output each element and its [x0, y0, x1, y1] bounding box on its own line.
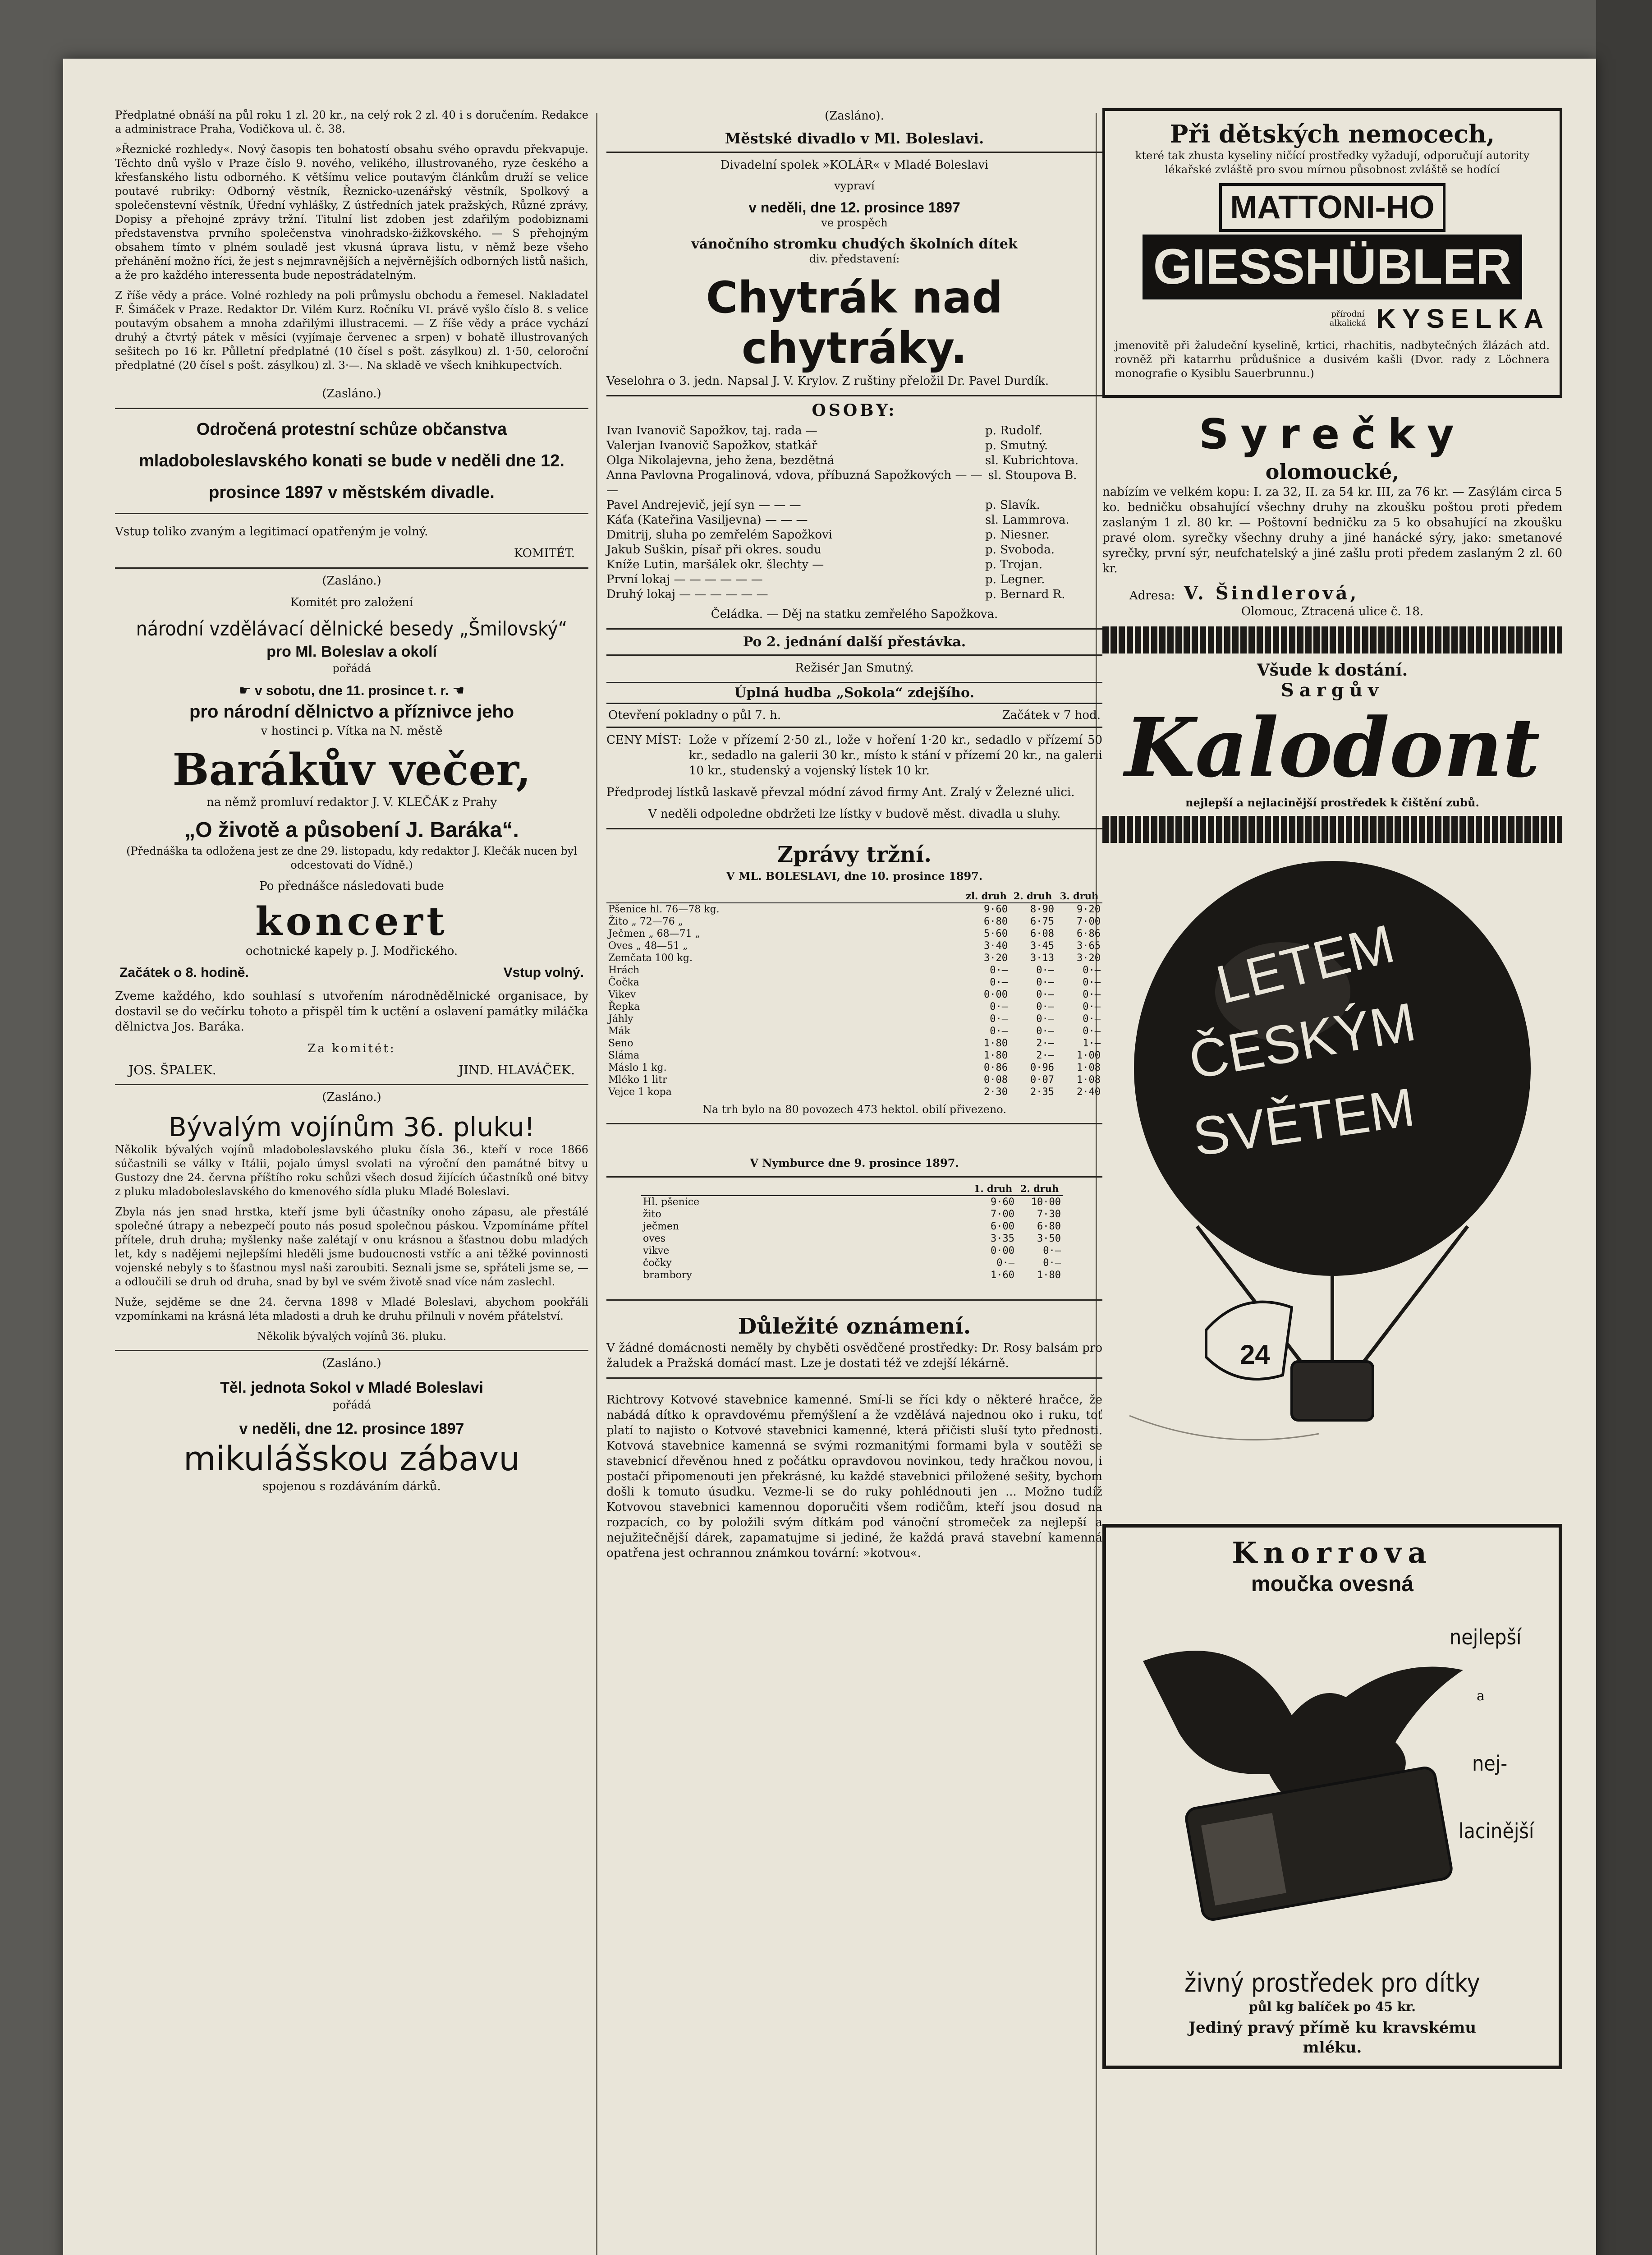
after-lecture: Po přednášce následovati bude [259, 879, 444, 893]
prices-label: CENY MÍST: [606, 733, 682, 747]
table-row [606, 976, 1102, 989]
price-cell: 0·— [1083, 1026, 1101, 1037]
entry-note: Vstup toliko zvaným a legitimací opatřeným je volný. [115, 525, 428, 538]
scan-edge-strip [1596, 0, 1652, 2255]
cast-actor: p. Svoboda. [985, 543, 1055, 557]
commodity-name: Vikev [608, 989, 636, 1000]
cast-row [606, 587, 1102, 602]
price-cell: 0·— [1043, 1257, 1061, 1269]
divider [606, 395, 1102, 396]
price-cell: 0·08 [984, 1074, 1008, 1086]
pro-narodni-delnictvo: pro národní dělnictvo a příznivce jeho [189, 702, 514, 722]
price-per-package: půl kg balíček po 45 kr. [1248, 1999, 1416, 2014]
table-row [606, 1074, 1102, 1086]
veterans-text-3: Nuže, sejděme se dne 24. června 1898 v Mladé Boleslavi, abychom pookřáli vzpomínkami na krásná léta mladosti a druh ke druhu přilnuli v novém přátelství. [115, 1296, 588, 1322]
pro-ml-boleslav: pro Ml. Boleslav a okolí [266, 643, 437, 660]
cast-role: Valerjan Ivanovič Sapožkov, statkář [606, 439, 817, 452]
cast-actor: p. Bernard R. [985, 588, 1065, 601]
table-row [606, 940, 1102, 952]
div-predstaveni: div. představení: [809, 253, 900, 265]
cast-role: Ivan Ivanovič Sapožkov, taj. rada — [606, 424, 817, 437]
price-cell: 6·08 [1030, 928, 1054, 939]
cast-row [606, 468, 1102, 498]
veterans-text-1: Několik bývalých vojínů mladoboleslavského pluku čísla 36., kteří v roce 1866 súčastnili se války v Itálii, pojalo úmysl svolati na výroční den památné bitvy u Gustozy dne 24. června příštího roku schůzi všech dosud žijících účastníků oné bitvy z pluku mladoboleslavského do kmenového sídla pluku Mladé Boleslavi. [115, 1143, 588, 1198]
box-office [608, 709, 1101, 722]
setting-note: Čeládka. — Děj na statku zemřelého Sapožkova. [711, 607, 998, 621]
price-cell: 0·— [1036, 1001, 1054, 1012]
table-header [641, 1182, 970, 1196]
cast-role: Anna Pavlovna Progalinová, vdova, příbuzná Sapožkových — — — [606, 469, 982, 497]
barakuv-vecer-title: Barákův večer, [172, 744, 531, 795]
divider [606, 1176, 1102, 1178]
mikulasska-zabava-title: mikulášskou zábavu [183, 1440, 520, 1478]
childrens-diseases-headline: Při dětských nemocech, [1170, 120, 1495, 148]
column-left [115, 108, 588, 1500]
price-cell: 0·— [996, 1257, 1014, 1269]
commodity-name: vikve [643, 1245, 670, 1256]
sky-line [1129, 1416, 1319, 1440]
divider [606, 828, 1102, 829]
table-row [641, 1208, 1063, 1220]
koncert-title: koncert [255, 899, 448, 944]
price-cell: 1·80 [1037, 1270, 1061, 1281]
commodity-name: Máslo 1 kg. [608, 1062, 667, 1073]
column-divider-1 [596, 113, 597, 2255]
zaslano-label: (Zasláno). [825, 109, 884, 123]
price-cell: 0·96 [1030, 1062, 1054, 1073]
price-cell: 2·30 [984, 1086, 1008, 1098]
table-row [606, 1062, 1102, 1074]
price-cell: 7·00 [1077, 916, 1101, 927]
cast-row [606, 543, 1102, 557]
decorative-border [1102, 626, 1562, 653]
syrecky-address [1129, 583, 1562, 604]
mattoni-logo [1115, 183, 1550, 334]
divider [606, 1377, 1102, 1379]
theatre-title: Městské divadlo v Ml. Boleslavi. [725, 130, 984, 147]
price-cell: 3·35 [991, 1233, 1014, 1244]
price-cell: 0·— [990, 965, 1008, 976]
mattoni-advert [1102, 108, 1562, 398]
price-cell: 6·75 [1030, 916, 1054, 927]
charity-purpose: vánočního stromku chudých školních dítek [691, 236, 1018, 252]
table-row [641, 1233, 1063, 1245]
nejlepsi-word: nejlepší [1450, 1625, 1522, 1649]
price-cell: 0·— [990, 1013, 1008, 1025]
syrecky-text: nabízím ve velkém kopu: I. za 32, II. za 54 kr. III, za 76 kr. — Zasýlám circa 5 ko. bedničku obsahující všechny druhy na zkoušku poštou proti předem zaslaným 1 zl. 80 kr. — Poštovní bedničku za 5 ko obsahující na zkoušku pravé olom. syrečky všechny druhy a jiné hanácké sýry, jako: smetanové syrečky, první sýr, neufchatelský a jiné zašlu proti předem zaslaným 2 zl. 60 kr. [1102, 485, 1562, 575]
cast-row [606, 557, 1102, 572]
balloon-number: 24 [1240, 1339, 1270, 1370]
nej-word: nej- [1472, 1751, 1508, 1776]
play-credits: Veselohra o 3. jedn. Napsal J. V. Krylov. Z ruštiny přeložil Dr. Pavel Durdík. [606, 374, 1049, 388]
cast-actor: p. Slavík. [985, 498, 1040, 512]
cast-role: Druhý lokaj — — — — — — [606, 588, 768, 601]
price-cell: 3·65 [1077, 940, 1101, 952]
poradá-label: pořádá [332, 662, 371, 675]
price-cell: 3·20 [1077, 953, 1101, 964]
price-cell: 0·— [1036, 1026, 1054, 1037]
market-date-nymburk: V Nymburce dne 9. prosince 1897. [750, 1156, 959, 1169]
price-cell: 0·00 [984, 989, 1008, 1000]
kyselka-row [1115, 303, 1550, 334]
signatory-hlavacek: JIND. HLAVÁČEK. [458, 1063, 575, 1077]
theatre-society: Divadelní spolek »KOLÁR« v Mladé Boleslavi [720, 158, 989, 172]
address-city: Olomouc, Ztracená ulice č. 18. [1241, 605, 1424, 618]
table-row [606, 1001, 1102, 1013]
cast-actor: p. Trojan. [985, 558, 1043, 571]
price-cell: 0·86 [984, 1062, 1008, 1073]
price-cell: 0·— [1083, 989, 1101, 1000]
divider [115, 1350, 588, 1351]
nutritious-for-children: živný prostředek pro dítky [1184, 1969, 1480, 1998]
veterans-headline: Bývalým vojínům 36. pluku! [168, 1112, 535, 1142]
price-cell: 1·80 [984, 1038, 1008, 1049]
commodity-name: Mléko 1 litr [608, 1074, 667, 1086]
cast-row [606, 453, 1102, 468]
cast-row [606, 423, 1102, 438]
music-note: Úplná hudba „Sokola“ zdejšího. [606, 682, 1102, 704]
market-table-boleslav [606, 889, 1102, 1098]
table-row [641, 1269, 1063, 1281]
market-volume-note: Na trh bylo na 80 povozech 473 hektol. obilí přivezeno. [702, 1103, 1006, 1116]
table-row [606, 964, 1102, 976]
letem-ceskym-svetem-advert [1102, 856, 1562, 1501]
price-cell: 2·40 [1077, 1086, 1101, 1098]
price-cell: 2·— [1036, 1050, 1054, 1061]
box-office-opening: Otevření pokladny o půl 7. h. [608, 709, 781, 722]
price-cell: 0·— [990, 1001, 1008, 1012]
prices-text: Lože v přízemí 2·50 zl., lože v hoření 1·20 kr., sedadlo v přízemí 50 kr., sedadlo na galerii 30 kr., místo k stání v přízemí 20 kr., na galerii 10 kr., studenský a vojenský lístek 10 kr. [688, 733, 1102, 778]
ceskym-word: ČESKÝM [1184, 991, 1420, 1091]
lecture-postponed-note: (Přednáška ta odložena jest ze dne 29. listopadu, kdy redaktor J. Klečák nucen byl odcestovati do Vídně.) [126, 845, 577, 871]
price-cell: 7·00 [991, 1209, 1014, 1220]
beseda-title: národní vzdělávací dělnické besedy „Šmilovský“ [136, 617, 568, 640]
signatory-spalek: JOS. ŠPALEK. [128, 1063, 216, 1077]
table-header [606, 889, 963, 903]
price-cell: 5·60 [984, 928, 1008, 939]
sunday-tickets: V neděli odpoledne obdržeti lze lístky v budově měst. divadla u sluhy. [648, 807, 1061, 821]
knorr-visual [1116, 1598, 1549, 1968]
rise-vedy-article: Z říše vědy a práce. Volné rozhledy na poli průmyslu obchodu a řemesel. Nakladatel F. Šimáček v Praze. Redaktor Dr. Vilém Kurz. Ročníku VI. právě vyšlo číslo 8. s velice poutavým obsahem a mnoha zdařilými illustracemi. — Z říše vědy a práce vychází druhý a čtvrtý pátek v měsíci (vyjímaje červenec a srpen) v bohatě illustrovaných sešitech po 16 kr. Půlletní předplatné (10 čísel s pošt. zásylkou) zl. 1·50, celoroční předplatné (20 čísel s pošt. zásylkou) zl. 3·—. Na skladě ve všech knihkupectvích. [115, 289, 588, 372]
table-row [606, 1025, 1102, 1037]
market-table-nymburk [641, 1182, 1063, 1281]
price-cell: 6·86 [1077, 928, 1101, 939]
price-cell: 1·08 [1077, 1062, 1101, 1073]
price-cell: 8·90 [1030, 904, 1054, 915]
price-cell: 0·00 [991, 1245, 1014, 1256]
saturday-date: ☛ v sobotu, dne 11. prosince t. r. ☚ [239, 683, 465, 698]
sokol-title: Těl. jednota Sokol v Mladé Boleslavi [220, 1379, 483, 1396]
cast-list [606, 423, 1102, 602]
table-row [606, 989, 1102, 1001]
address-name: V. Šindlerová, [1184, 583, 1359, 604]
divider [606, 152, 1102, 153]
performance-date: v neděli, dne 12. prosince 1897 [748, 199, 960, 216]
table-header: 2. druh [1016, 1182, 1063, 1196]
price-cell: 0·— [1083, 965, 1101, 976]
play-title: Chytrák nad chytráky. [706, 272, 1003, 373]
table-header: zl. druh [963, 889, 1010, 903]
cast-actor: p. Legner. [985, 573, 1045, 586]
cast-actor: sl. Lammrova. [985, 513, 1069, 527]
mattoni-indications: jmenovitě při žaludeční kyselině, krtici, rhachitis, nadbytečných žlázách atd. rovněž při katarrhu průdušnice a dusivém kašli (Dvor. rady z Löchnera monografie o Kysiblu Sauerbrunnu.) [1115, 339, 1550, 380]
commodity-name: Vejce 1 kopa [608, 1086, 672, 1098]
price-cell: 0·— [990, 977, 1008, 988]
price-cell: 2·— [1036, 1038, 1054, 1049]
presale-note: Předprodej lístků laskavě převzal módní závod firmy Ant. Zralý v Železné ulici. [606, 786, 1075, 799]
price-cell: 3·13 [1030, 953, 1054, 964]
pointing-hand-icon: ☚ [449, 683, 465, 698]
cast-heading: OSOBY: [812, 401, 897, 420]
commodity-name: čočky [643, 1257, 672, 1269]
cast-row [606, 438, 1102, 453]
zaslano-label: (Zasláno.) [322, 1357, 381, 1370]
table-row [606, 952, 1102, 964]
price-cell: 0·— [1043, 1245, 1061, 1256]
newspaper-page [63, 59, 1596, 2255]
svetem-word: SVĚTEM [1189, 1077, 1418, 1168]
only-genuine: Jediný pravý přímě ku kravskému mléku. [1188, 2019, 1477, 2057]
price-cell: 9·60 [991, 1197, 1014, 1208]
table-row [641, 1257, 1063, 1269]
price-cell: 1·08 [1077, 1074, 1101, 1086]
lecture-title: „O životě a působení J. Baráka“. [184, 818, 519, 842]
veterans-text-2: Zbyla nás jen snad hrstka, kteří jsme byli účastníky onoho zápasu, ale přestálé společné útrapy a nebezpečí pouto nás posud společnou páskou. Vzpomínáme přítel přítele, druh druha; myšlenky naše zalétají v onu krásnou a šťastnou dobu mladých let, kdy s nadějemi nejlepšími hleděli jsme budoucnosti vstříc a ani těžké povinnosti vojenské nebyly s to šťastnou mysl naši zaroubiti. Seznali jsme se, spřáteli jsme se, — a odloučili se druh od druha, snad by byl ve svém životě snad více nám zaslechl. [115, 1206, 588, 1288]
cast-row [606, 498, 1102, 513]
table-row [606, 1049, 1102, 1062]
table-row [606, 903, 1102, 916]
prirodni-label: přírodní alkalická [1329, 309, 1366, 328]
price-cell: 0·— [1036, 1013, 1054, 1025]
commodity-name: Pšenice hl. 76—78 kg. [608, 904, 720, 915]
price-cell: 2·35 [1030, 1086, 1054, 1098]
available-everywhere: Všude k dostání. [1257, 661, 1408, 680]
zaslano-label: (Zasláno.) [322, 574, 381, 588]
market-date-boleslav: V ML. BOLESLAVI, dne 10. prosince 1897. [726, 870, 983, 883]
ticket-prices [606, 732, 1102, 785]
start-and-entry [119, 965, 584, 980]
gift-distribution: spojenou s rozdáváním dárků. [262, 1480, 441, 1493]
price-cell: 1·60 [991, 1270, 1014, 1281]
price-cell: 0·— [1036, 977, 1054, 988]
price-cell: 0·— [1083, 977, 1101, 988]
package-label-icon [1201, 1813, 1286, 1905]
za-komite: Za komitét: [307, 1042, 396, 1055]
balloon-basket [1292, 1362, 1373, 1420]
kyselka-brand: KYSELKA [1376, 304, 1550, 334]
band-name: ochotnické kapely p. J. Modřického. [245, 944, 458, 958]
free-entry: Vstup volný. [503, 965, 584, 980]
cast-role: Jakub Suškin, písař při okres. soudu [606, 543, 821, 557]
divider [606, 1123, 1102, 1124]
commodity-name: Jáhly [608, 1013, 633, 1025]
cast-actor: p. Smutný. [985, 439, 1048, 452]
price-cell: 1·00 [1077, 1050, 1101, 1061]
commodity-name: Oves „ 48—51 „ [608, 940, 688, 952]
price-cell: 6·00 [991, 1221, 1014, 1232]
price-cell: 0·— [1083, 1001, 1101, 1012]
olomoucke-subhead: olomoucké, [1265, 460, 1400, 484]
zaslano-label: (Zasláno.) [322, 1091, 381, 1104]
address-label: Adresa: [1129, 589, 1175, 603]
commodity-name: Seno [608, 1038, 633, 1049]
price-cell: 10·00 [1031, 1197, 1061, 1208]
vypravi: vypraví [834, 179, 875, 192]
committee-names [128, 1063, 575, 1077]
cast-actor: sl. Stoupova B. [988, 469, 1077, 482]
price-cell: 9·20 [1077, 904, 1101, 915]
divider [115, 567, 588, 569]
important-notice-headline: Důležité oznámení. [738, 1314, 971, 1339]
knorr-advert [1102, 1524, 1562, 2069]
table-row [641, 1245, 1063, 1257]
table-header: 2. druh [1010, 889, 1056, 903]
price-cell: 3·40 [984, 940, 1008, 952]
divider [115, 1084, 588, 1085]
childrens-diseases-text: které tak zhusta kyseliny ničící prostředky vyžadují, odporučují autority lékařské zvláště pro svou mírnou působnost zvláště se hodící [1135, 149, 1530, 176]
divider [115, 408, 588, 409]
commodity-name: brambory [643, 1270, 692, 1281]
divider [606, 654, 1102, 656]
table-header: 1. druh [970, 1182, 1016, 1196]
commodity-name: oves [643, 1233, 665, 1244]
subscription-note: Předplatné obnáší na půl roku 1 zl. 20 kr., na celý rok 2 zl. 40 i s doručením. Redakce a administrace Praha, Vodičkova ul. č. 38. [115, 109, 588, 135]
commodity-name: Hrách [608, 965, 640, 976]
lacinejsi-word: lacinější [1459, 1819, 1534, 1843]
veterans-signature: Několik bývalých vojínů 36. pluku. [257, 1330, 446, 1343]
invitation-text: Zveme každého, kdo souhlasí s utvořením národnědělnické organisace, by dostavil se do večírku tohoto a přispěl tím k uctění a oslavení památky miláčka dělnictva Jos. Baráka. [115, 989, 588, 1034]
price-cell: 3·20 [984, 953, 1008, 964]
table-row [606, 1013, 1102, 1025]
table-row [606, 1086, 1102, 1098]
price-cell: 0·— [990, 1026, 1008, 1037]
a-word: a [1477, 1688, 1485, 1704]
price-cell: 0·— [1036, 989, 1054, 1000]
price-cell: 0·— [1083, 1013, 1101, 1025]
cast-row [606, 572, 1102, 587]
important-notice-text: V žádné domácnosti neměly by chyběti osvědčené prostředky: Dr. Rosy balsám pro žaludek a Pražská domácí mast. Lze je dostati též ve zdejší lékárně. [606, 1341, 1102, 1370]
letem-word: LETEM [1210, 913, 1400, 1016]
pointing-hand-icon: ☛ [239, 683, 255, 698]
reznicke-rozhledy-article: »Řeznické rozhledy«. Nový časopis ten bohatostí obsahu svého opravdu překvapuje. Těchto dnů vyšlo v Praze číslo 9. nového, velikého, illustrovaného, ryze českého a křesťanského listu odborného. K většímu velice poutavým článkům druží se velice poutavé rubriky: Odborný věstník, Řeznicko-uzenářský věstník, Spolkový a společenstevní věstník, Úřední vyhlášky, Z ústředních jatek pražských, Různé zprávy, Dopisy a přehojné zprávy tržní. Titulní list zdoben jest zdařilým podobiznami představenstva prvního společenstva vinohradsko-žižkovského. — S přehojným obsahem tímto v plném souladě jest vkusná úprava listu, v němž beze všeho přehánění možno říci, že jest s nejmravnějších a nejvěrnějších odborných listů našich, a že pro každého interessenta bude nepostrádatelným. [115, 143, 588, 281]
start-time: Začátek v 7 hod. [1002, 709, 1101, 722]
director: Režisér Jan Smutný. [795, 661, 914, 675]
mattoni-brand: MATTONI-HO [1219, 183, 1445, 232]
divider [606, 628, 1102, 630]
sokol-poradá: pořádá [332, 1399, 371, 1411]
eagle-with-package-illustration [1116, 1598, 1540, 1968]
cast-actor: p. Rudolf. [985, 424, 1043, 437]
price-cell: 7·30 [1037, 1209, 1061, 1220]
cast-role: První lokaj — — — — — — [606, 573, 763, 586]
ve-prospech: ve prospěch [821, 216, 888, 229]
cast-role: Kníže Lutin, maršálek okr. šlechty — [606, 558, 824, 571]
price-cell: 3·45 [1030, 940, 1054, 952]
protest-meeting-headline: Odročená protestní schůze občanstva mladoboleslavského konati se bude v neděli dne 12. prosince 1897 v městském divadle. [139, 420, 564, 502]
column-right [1102, 108, 1562, 2081]
table-row [606, 1037, 1102, 1049]
zaslano-label: (Zasláno.) [322, 387, 381, 400]
komitet-pro: Komitét pro založení [290, 596, 413, 609]
table-row [641, 1220, 1063, 1233]
hostinec: v hostinci p. Vítka na N. městě [261, 724, 443, 738]
intermission-note: Po 2. jednání další přestávka. [743, 634, 966, 650]
table-row [606, 916, 1102, 928]
commodity-name: Mák [608, 1026, 630, 1037]
price-cell: 0·07 [1030, 1074, 1054, 1086]
kalodont-logo: Kalodont [1124, 700, 1540, 796]
cast-role: Káťa (Kateřina Vasiljevna) — — — [606, 513, 808, 527]
cast-role: Olga Nikolajevna, jeho žena, bezdětná [606, 454, 835, 467]
price-cell: 0·— [1036, 965, 1054, 976]
cast-row [606, 513, 1102, 528]
commodity-name: Žito „ 72—76 „ [608, 916, 684, 927]
komitet-signature: KOMITÉT. [514, 547, 575, 560]
richter-blocks-article: Richtrovy Kotvové stavebnice kamenné. Smí-li se říci kdy o některé hračce, že nabádá dítko k opravdovému přemýšlení a že vzdělává najednou oko i ruku, toť platí to najisto o Kotvové stavebnici kamenné, která přičisti sluší tyto přednosti. Kotvová stavebnice kamenná se svými rozmanitými formami byla v soutěži se stavebnicí dřevěnou hned z počátku opravdovou novinkou, tedy hračkou novou, i postačí připomenouti jen překrásné, ku každé stavebnici přiložené sešity, bychom došli k tomuto úsudku. Vezme-li se do ruky pohlédnouti jen ... Možno tudíž Kotvovou stavebnici kamennou doporučiti všem rodičům, kteří jsou dosud na rozpacích, co by položili svým dítkám pod vánoční stromeček za nejlepší a nejužitečnější dárek, zapamatujme si jediné, že každá pravá stavební kamenná opatřena jest ochrannou známkou tovární: »kotvou«. [606, 1393, 1102, 1560]
cast-actor: sl. Kubrichtova. [985, 454, 1079, 467]
speaker-line: na němž promluví redaktor J. V. KLEČÁK z Prahy [206, 796, 497, 809]
table-row [641, 1196, 1063, 1208]
sarguv-label: Sargův [1280, 680, 1384, 701]
syrecky-headline: Syrečky [1199, 410, 1466, 458]
cast-actor: p. Niesner. [985, 528, 1050, 542]
sokol-date: v neděli, dne 12. prosince 1897 [239, 1420, 464, 1437]
price-cell: 6·80 [1037, 1221, 1061, 1232]
cast-role: Pavel Andrejevič, její syn — — — [606, 498, 801, 512]
price-cell: 3·50 [1037, 1233, 1061, 1244]
market-reports-headline: Zprávy tržní. [777, 842, 932, 867]
giesshubler-brand: GIESSHÜBLER [1143, 235, 1523, 299]
knorr-brand: Knorrova [1232, 1536, 1433, 1570]
commodity-name: Sláma [608, 1050, 640, 1061]
oat-flour-title: moučka ovesná [1251, 1572, 1414, 1596]
column-middle [606, 108, 1102, 1567]
price-cell: 1·— [1083, 1038, 1101, 1049]
commodity-name: žito [643, 1209, 661, 1220]
divider [115, 513, 588, 514]
table-row [606, 928, 1102, 940]
cast-row [606, 528, 1102, 543]
price-cell: 6·80 [984, 916, 1008, 927]
start-time: Začátek o 8. hodině. [119, 965, 249, 980]
divider [606, 1299, 1102, 1301]
divider [606, 727, 1102, 728]
commodity-name: ječmen [643, 1221, 679, 1232]
price-cell: 9·60 [984, 904, 1008, 915]
kalodont-tagline: nejlepší a nejlacinější prostředek k čištění zubů. [1185, 796, 1479, 809]
commodity-name: Zemčata 100 kg. [608, 953, 693, 964]
commodity-name: Čočka [608, 977, 639, 988]
commodity-name: Hl. pšenice [643, 1197, 700, 1208]
decorative-border [1102, 816, 1562, 843]
price-cell: 1·80 [984, 1050, 1008, 1061]
cast-role: Dmitrij, sluha po zemřelém Sapožkovi [606, 528, 832, 542]
table-header: 3. druh [1056, 889, 1102, 903]
commodity-name: Řepka [608, 1001, 640, 1012]
commodity-name: Ječmen „ 68—71 „ [608, 928, 700, 939]
